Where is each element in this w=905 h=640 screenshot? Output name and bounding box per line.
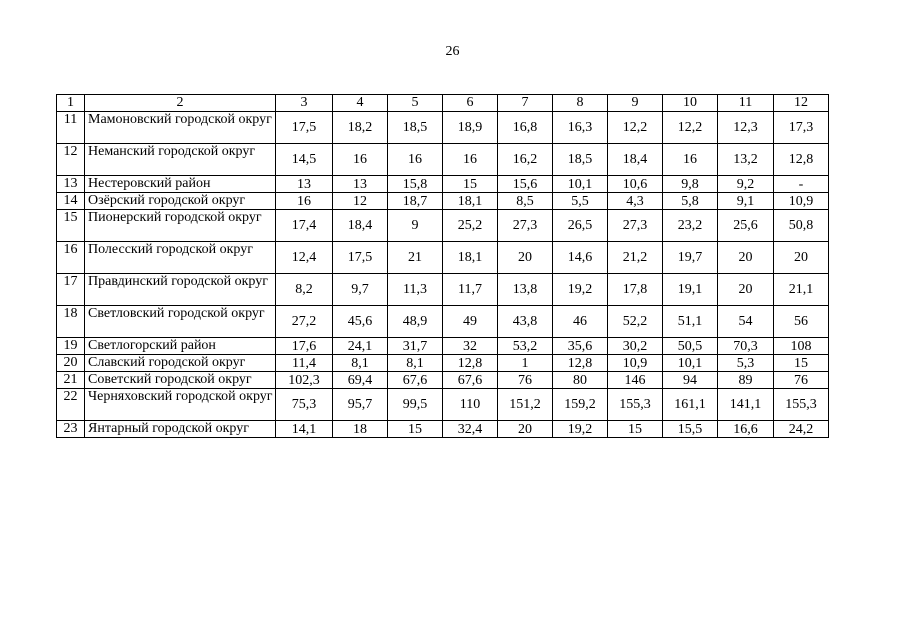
table-cell: 8,1: [333, 355, 388, 372]
table-cell: 18,4: [608, 144, 663, 176]
table-cell: 15,6: [498, 176, 553, 193]
table-cell: 12,8: [774, 144, 829, 176]
table-cell: 12,3: [718, 112, 774, 144]
table-cell: 12,2: [608, 112, 663, 144]
table-cell: 9,8: [663, 176, 718, 193]
table-cell: 19,2: [553, 421, 608, 438]
table-cell: 12: [333, 193, 388, 210]
table-cell: 50,5: [663, 338, 718, 355]
table-cell: 159,2: [553, 389, 608, 421]
row-number: 20: [57, 355, 85, 372]
table-cell: 9,2: [718, 176, 774, 193]
row-number: 13: [57, 176, 85, 193]
table-cell: 9: [388, 210, 443, 242]
district-name: Светловский городской округ: [85, 306, 276, 338]
table-cell: 17,4: [276, 210, 333, 242]
table-cell: 25,6: [718, 210, 774, 242]
row-number: 23: [57, 421, 85, 438]
table-cell: 51,1: [663, 306, 718, 338]
table-cell: 13: [276, 176, 333, 193]
table-cell: 16,6: [718, 421, 774, 438]
table-cell: 94: [663, 372, 718, 389]
table-cell: 20: [498, 421, 553, 438]
table-cell: 19,7: [663, 242, 718, 274]
table-cell: 27,3: [608, 210, 663, 242]
table-cell: 75,3: [276, 389, 333, 421]
district-name: Советский городской округ: [85, 372, 276, 389]
table-cell: 12,8: [553, 355, 608, 372]
table-cell: 17,6: [276, 338, 333, 355]
row-number: 17: [57, 274, 85, 306]
table-row: [57, 193, 829, 210]
table-cell: 27,2: [276, 306, 333, 338]
table-cell: 5,3: [718, 355, 774, 372]
table-cell: 14,6: [553, 242, 608, 274]
column-header: 4: [333, 95, 388, 112]
row-number: 11: [57, 112, 85, 144]
table-cell: 15: [774, 355, 829, 372]
table-cell: 146: [608, 372, 663, 389]
table-cell: 20: [498, 242, 553, 274]
table-cell: 15,5: [663, 421, 718, 438]
table-cell: 18: [333, 421, 388, 438]
table-cell: 16,3: [553, 112, 608, 144]
table-cell: 15: [608, 421, 663, 438]
table-cell: 20: [718, 274, 774, 306]
table-cell: 18,4: [333, 210, 388, 242]
table-cell: 67,6: [443, 372, 498, 389]
table-cell: 1: [498, 355, 553, 372]
table-cell: 10,1: [553, 176, 608, 193]
column-header: 5: [388, 95, 443, 112]
table-cell: 17,5: [333, 242, 388, 274]
column-header: 6: [443, 95, 498, 112]
table-row: [57, 421, 829, 438]
table-cell: 32: [443, 338, 498, 355]
district-name: Светлогорский район: [85, 338, 276, 355]
table-cell: 67,6: [388, 372, 443, 389]
table-row: [57, 389, 829, 421]
table-cell: 108: [774, 338, 829, 355]
column-header: 10: [663, 95, 718, 112]
district-name: Нестеровский район: [85, 176, 276, 193]
table-cell: 17,5: [276, 112, 333, 144]
district-name: Правдинский городской округ: [85, 274, 276, 306]
table-cell: 26,5: [553, 210, 608, 242]
table-cell: 46: [553, 306, 608, 338]
table-cell: 8,5: [498, 193, 553, 210]
district-name: Черняховский городской округ: [85, 389, 276, 421]
table-cell: 5,5: [553, 193, 608, 210]
table-cell: 16: [663, 144, 718, 176]
row-number: 16: [57, 242, 85, 274]
table-cell: 16: [276, 193, 333, 210]
table-cell: 49: [443, 306, 498, 338]
row-number: 14: [57, 193, 85, 210]
table-cell: 11,7: [443, 274, 498, 306]
district-name: Неманский городской округ: [85, 144, 276, 176]
table-cell: 102,3: [276, 372, 333, 389]
table-cell: 161,1: [663, 389, 718, 421]
table-cell: 76: [774, 372, 829, 389]
table-cell: 15: [388, 421, 443, 438]
table-cell: 21: [388, 242, 443, 274]
table-row: [57, 210, 829, 242]
column-header: 12: [774, 95, 829, 112]
table-cell: 17,3: [774, 112, 829, 144]
table-cell: 24,1: [333, 338, 388, 355]
district-name: Полесский городской округ: [85, 242, 276, 274]
table-cell: 15: [443, 176, 498, 193]
table-cell: 14,1: [276, 421, 333, 438]
data-table: [56, 94, 829, 438]
table-cell: 16,8: [498, 112, 553, 144]
table-cell: 32,4: [443, 421, 498, 438]
table-row: [57, 306, 829, 338]
table-cell: 27,3: [498, 210, 553, 242]
table-row: [57, 355, 829, 372]
table-cell: 4,3: [608, 193, 663, 210]
table-cell: 80: [553, 372, 608, 389]
page-number: 26: [445, 44, 460, 59]
table-cell: 18,1: [443, 193, 498, 210]
district-name: Озёрский городской округ: [85, 193, 276, 210]
table-cell: 16: [333, 144, 388, 176]
table-cell: 21,2: [608, 242, 663, 274]
row-number: 21: [57, 372, 85, 389]
table-cell: 13,8: [498, 274, 553, 306]
table-cell: 18,1: [443, 242, 498, 274]
table-cell: 17,8: [608, 274, 663, 306]
table-cell: 56: [774, 306, 829, 338]
table-cell: 19,2: [553, 274, 608, 306]
column-header: 7: [498, 95, 553, 112]
table-cell: 52,2: [608, 306, 663, 338]
table-cell: 13,2: [718, 144, 774, 176]
column-header: 11: [718, 95, 774, 112]
table-cell: 18,7: [388, 193, 443, 210]
table-cell: 12,4: [276, 242, 333, 274]
table-cell: 8,2: [276, 274, 333, 306]
row-number: 18: [57, 306, 85, 338]
table-cell: 45,6: [333, 306, 388, 338]
table-cell: 23,2: [663, 210, 718, 242]
table-cell: 15,8: [388, 176, 443, 193]
table-cell: 19,1: [663, 274, 718, 306]
column-header: 9: [608, 95, 663, 112]
table-row: [57, 176, 829, 193]
table-cell: 10,6: [608, 176, 663, 193]
table-row: [57, 242, 829, 274]
table-cell: 16,2: [498, 144, 553, 176]
table-cell: -: [774, 176, 829, 193]
district-name: Пионерский городской округ: [85, 210, 276, 242]
table-cell: 30,2: [608, 338, 663, 355]
table-cell: 10,1: [663, 355, 718, 372]
table-cell: 8,1: [388, 355, 443, 372]
district-name: Янтарный городской округ: [85, 421, 276, 438]
table-cell: 110: [443, 389, 498, 421]
table-cell: 9,7: [333, 274, 388, 306]
district-name: Славский городской округ: [85, 355, 276, 372]
row-number: 19: [57, 338, 85, 355]
table-cell: 50,8: [774, 210, 829, 242]
table-cell: 18,5: [553, 144, 608, 176]
table-cell: 155,3: [608, 389, 663, 421]
table-cell: 70,3: [718, 338, 774, 355]
table-cell: 35,6: [553, 338, 608, 355]
table-row: [57, 338, 829, 355]
table-cell: 12,2: [663, 112, 718, 144]
table-cell: 69,4: [333, 372, 388, 389]
table-cell: 18,5: [388, 112, 443, 144]
row-number: 12: [57, 144, 85, 176]
table-cell: 25,2: [443, 210, 498, 242]
table-cell: 16: [388, 144, 443, 176]
table-cell: 5,8: [663, 193, 718, 210]
table-cell: 10,9: [608, 355, 663, 372]
table-cell: 20: [718, 242, 774, 274]
column-header: 1: [57, 95, 85, 112]
table-cell: 43,8: [498, 306, 553, 338]
table-header-row: [57, 95, 829, 112]
table-cell: 14,5: [276, 144, 333, 176]
column-header: 2: [85, 95, 276, 112]
table-cell: 48,9: [388, 306, 443, 338]
table-cell: 20: [774, 242, 829, 274]
table-cell: 16: [443, 144, 498, 176]
table-cell: 12,8: [443, 355, 498, 372]
table-cell: 99,5: [388, 389, 443, 421]
table-cell: 31,7: [388, 338, 443, 355]
column-header: 8: [553, 95, 608, 112]
table-row: [57, 112, 829, 144]
table-cell: 95,7: [333, 389, 388, 421]
table-cell: 18,2: [333, 112, 388, 144]
district-name: Мамоновский городской округ: [85, 112, 276, 144]
table-cell: 155,3: [774, 389, 829, 421]
table-cell: 76: [498, 372, 553, 389]
table-cell: 151,2: [498, 389, 553, 421]
table-cell: 54: [718, 306, 774, 338]
table-row: [57, 372, 829, 389]
table-cell: 24,2: [774, 421, 829, 438]
table-cell: 11,3: [388, 274, 443, 306]
table-cell: 53,2: [498, 338, 553, 355]
table-row: [57, 144, 829, 176]
table-cell: 9,1: [718, 193, 774, 210]
column-header: 3: [276, 95, 333, 112]
table-cell: 18,9: [443, 112, 498, 144]
table-cell: 21,1: [774, 274, 829, 306]
table-cell: 141,1: [718, 389, 774, 421]
table-row: [57, 274, 829, 306]
table-cell: 11,4: [276, 355, 333, 372]
row-number: 22: [57, 389, 85, 421]
table-cell: 89: [718, 372, 774, 389]
row-number: 15: [57, 210, 85, 242]
table-cell: 10,9: [774, 193, 829, 210]
table-cell: 13: [333, 176, 388, 193]
